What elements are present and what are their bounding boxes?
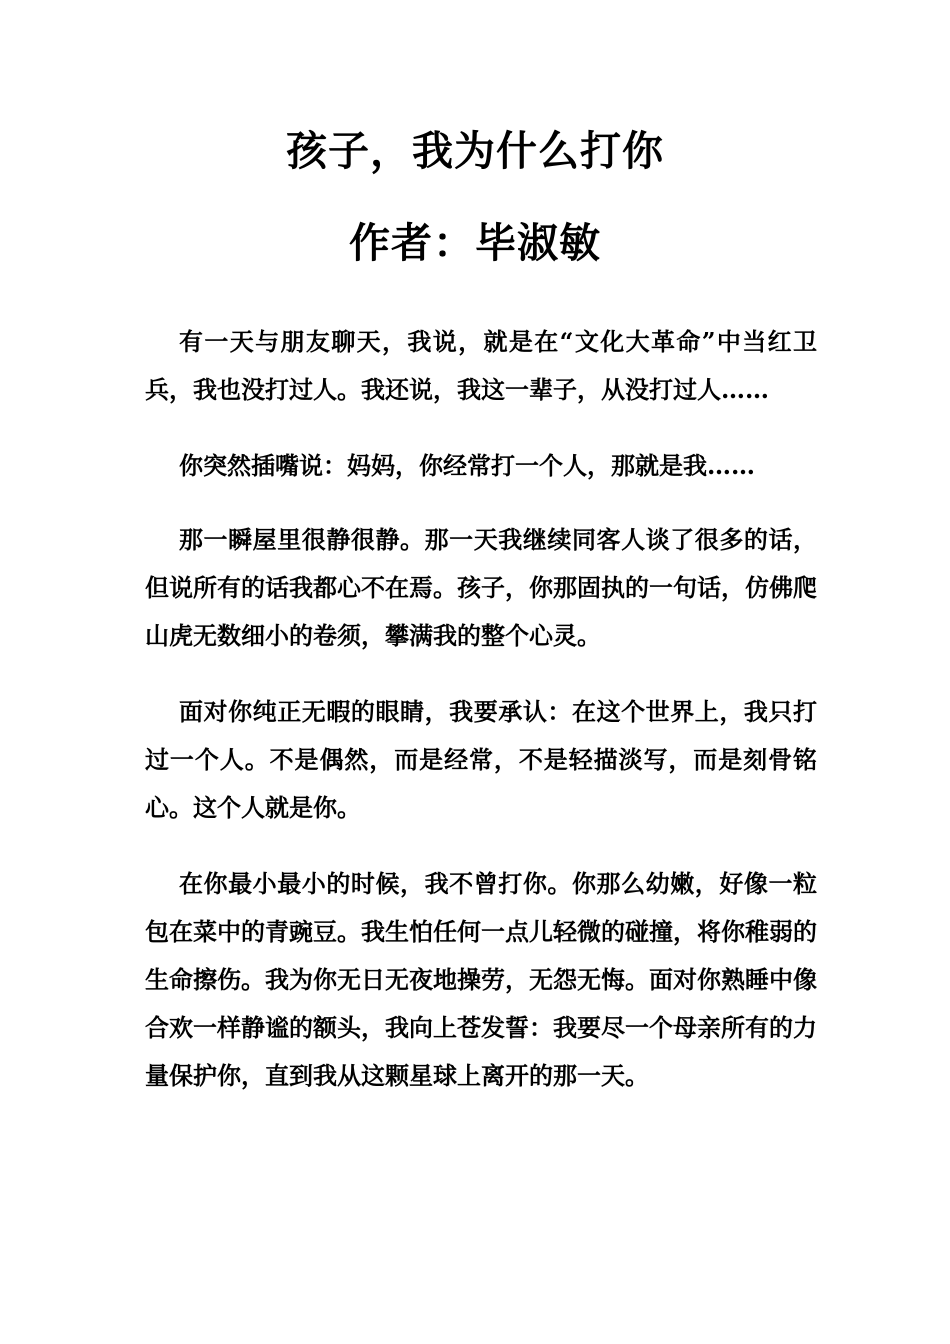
author-line: 作者：毕淑敏 xyxy=(349,219,601,267)
paragraph: 那一瞬屋里很静很静。那一天我继续同客人谈了很多的话，但说所有的话我都心不在焉。孩子，你那固执的一句话，仿佛爬山虎无数细小的卷须，攀满我的整个心灵。 xyxy=(145,525,817,650)
paragraph: 你突然插嘴说：妈妈，你经常打一个人，那就是我…… xyxy=(179,451,755,480)
body-text xyxy=(145,318,817,1128)
paragraph: 有一天与朋友聊天，我说，就是在“文化大革命”中当红卫兵，我也没打过人。我还说，我这一辈子，从没打过人…… xyxy=(145,327,817,404)
document-title: 孩子，我为什么打你 xyxy=(286,127,664,175)
paragraph: 面对你纯正无暇的眼睛，我要承认：在这个世界上，我只打过一个人。不是偶然，而是经常，不是轻描淡写，而是刻骨铭心。这个人就是你。 xyxy=(145,697,817,822)
paragraph: 在你最小最小的时候，我不曾打你。你那么幼嫩，好像一粒包在菜中的青豌豆。我生怕任何一点儿轻微的碰撞，将你稚弱的生命擦伤。我为你无日无夜地操劳，无怨无悔。面对你熟睡中像合欢一样静谧的额头，我向上苍发誓：我要尽一个母亲所有的力量保护你，直到我从这颗星球上离开的那一天。 xyxy=(145,869,817,1090)
